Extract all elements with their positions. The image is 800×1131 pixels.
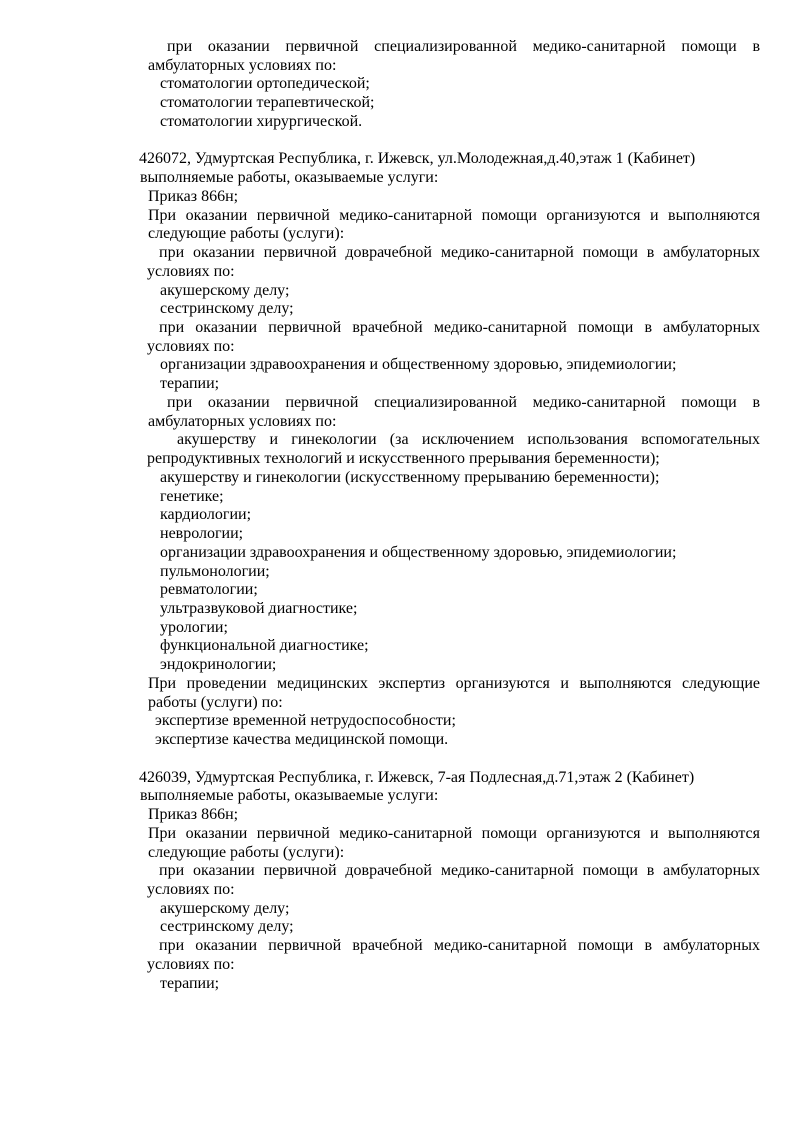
document-paragraph (147, 244, 760, 281)
document-paragraph (148, 394, 760, 431)
text-line: функциональной диагностике; (160, 637, 369, 655)
text-line: ультразвуковой диагностике; (160, 600, 358, 618)
text-line: Приказ 866н; (148, 187, 239, 205)
text-line: работы (услуги) по: (148, 693, 283, 711)
text-line: терапии; (160, 974, 220, 992)
document-paragraph (160, 656, 760, 675)
document-paragraph (160, 375, 760, 394)
document-paragraph (160, 525, 760, 544)
text-line: экспертизе временной нетрудоспособности; (155, 712, 456, 730)
text-line: экспертизе качества медицинской помощи. (155, 731, 449, 749)
document-paragraph (160, 469, 760, 488)
text-line: амбулаторных условиях по: (148, 56, 337, 74)
text-line: при оказании первичной врачебной медико-санитарной помощи в амбулаторных (159, 937, 760, 955)
document-paragraph (160, 113, 760, 132)
document-paragraph (147, 319, 760, 356)
text-line: сестринскому делу; (160, 918, 294, 936)
text-line: условиях по: (147, 262, 235, 280)
text-line: акушерству и гинекологии (искусственному прерыванию беременности); (160, 468, 660, 486)
document-paragraph (160, 488, 760, 507)
document-paragraph (155, 712, 760, 731)
document-paragraph (160, 918, 760, 937)
text-line: кардиологии; (160, 506, 252, 524)
text-line: стоматологии ортопедической; (160, 75, 370, 93)
document-paragraph (160, 75, 760, 94)
document-paragraph (160, 619, 760, 638)
text-line: выполняемые работы, оказываемые услуги: (140, 787, 439, 805)
document-paragraph (148, 806, 760, 825)
text-line: терапии; (160, 375, 220, 393)
document-paragraph (140, 169, 760, 188)
document-paragraph (160, 300, 760, 319)
text-line: организации здравоохранения и общественному здоровью, эпидемиологии; (160, 356, 677, 374)
text-line: условиях по: (147, 955, 235, 973)
text-line: при оказании первичной специализированной медико-санитарной помощи в (167, 393, 760, 411)
document-paragraph (160, 975, 760, 994)
text-line: При оказании первичной медико-санитарной помощи организуются и выполняются (148, 824, 760, 842)
text-line: условиях по: (147, 337, 235, 355)
text-line: 426039, Удмуртская Республика, г. Ижевск, 7-ая Подлесная,д.71,этаж 2 (Кабинет) (139, 768, 695, 786)
document-paragraph (148, 675, 760, 712)
document-paragraph (160, 900, 760, 919)
text-line: выполняемые работы, оказываемые услуги: (140, 169, 439, 187)
document-paragraph (148, 207, 760, 244)
text-line: репродуктивных технологий и искусственного прерывания беременности); (147, 450, 660, 468)
text-line: организации здравоохранения и общественному здоровью, эпидемиологии; (160, 543, 677, 561)
document-paragraph (148, 188, 760, 207)
document-paragraph (148, 825, 760, 862)
text-line: Приказ 866н; (148, 806, 239, 824)
text-line: при оказании первичной врачебной медико-санитарной помощи в амбулаторных (159, 319, 760, 336)
text-line: акушерскому делу; (160, 899, 290, 917)
document-paragraph (160, 563, 760, 582)
address-line (139, 150, 760, 169)
text-line: При оказании первичной медико-санитарной помощи организуются и выполняются (148, 206, 760, 224)
text-line: ревматологии; (160, 581, 258, 599)
document-paragraph (148, 38, 760, 75)
document-paragraph (160, 544, 760, 563)
text-line: акушерскому делу; (160, 281, 290, 299)
document-paragraph (160, 600, 760, 619)
text-line: акушерству и гинекологии (за исключением использования вспомогательных (177, 431, 760, 449)
text-line: стоматологии хирургической. (160, 112, 363, 130)
document-paragraph (140, 787, 760, 806)
document-paragraph (160, 506, 760, 525)
text-line: сестринскому делу; (160, 300, 294, 318)
text-line: При проведении медицинских экспертиз организуются и выполняются следующие (148, 674, 760, 692)
text-line: стоматологии терапевтической; (160, 94, 375, 112)
text-line: пульмонологии; (160, 562, 270, 580)
text-line: амбулаторных условиях по: (148, 412, 337, 430)
text-line: неврологии; (160, 525, 244, 543)
document-paragraph (160, 282, 760, 301)
text-line: 426072, Удмуртская Республика, г. Ижевск, ул.Молодежная,д.40,этаж 1 (Кабинет) (139, 150, 696, 168)
text-line: генетике; (160, 487, 224, 505)
address-line (139, 769, 760, 788)
document-paragraph (160, 637, 760, 656)
document-paragraph (147, 937, 760, 974)
text-line: следующие работы (услуги): (148, 843, 345, 861)
document-paragraph (147, 862, 760, 899)
text-line: урологии; (160, 618, 228, 636)
text-line: условиях по: (147, 881, 235, 899)
document-paragraph (160, 356, 760, 375)
text-line: при оказании первичной специализированной медико-санитарной помощи в (167, 38, 760, 55)
text-line: эндокринологии; (160, 656, 277, 674)
text-line: при оказании первичной доврачебной медико-санитарной помощи в амбулаторных (159, 862, 760, 880)
document-paragraph (160, 581, 760, 600)
document-paragraph (160, 94, 760, 113)
text-line: следующие работы (услуги): (148, 225, 345, 243)
document-paragraph (155, 731, 760, 750)
document-paragraph (147, 431, 760, 468)
text-line: при оказании первичной доврачебной медико-санитарной помощи в амбулаторных (159, 244, 760, 262)
